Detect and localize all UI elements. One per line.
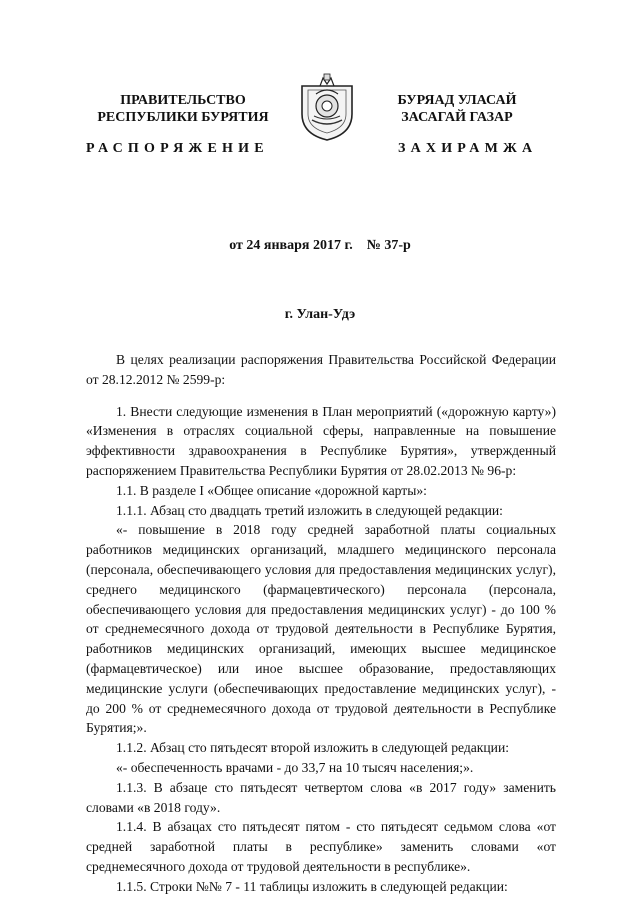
paragraph-item-1-1-3: 1.1.3. В абзаце сто пятьдесят четвертом слова «в 2017 году» заменить словами «в 2018 году». xyxy=(86,779,556,815)
paragraph-item-1-1-2: 1.1.2. Абзац сто пятьдесят второй изложить в следующей редакции: xyxy=(116,740,510,756)
paragraph-preamble: В целях реализации распоряжения Правительства Российской Федерации от 28.12.2012 № 2599-р: xyxy=(86,352,556,387)
paragraph-item-1-1: 1.1. В разделе I «Общее описание «дорожной карты»: xyxy=(116,482,427,498)
issuer-buryat-line-2: ЗАСАГАЙ ГАЗАР xyxy=(401,110,513,125)
document-type-buryat: ЗАХИРАМЖА xyxy=(398,141,538,156)
paragraph-item-1: 1. Внести следующие изменения в План мероприятий («дорожную карту») «Изменения в отраслях социальной сферы, направленные на повышение эффективности здравоохранения в Республике Бурятия», утвержденный распоряжением Правительства Республики Бурятия от 28.02.2013 № 96-р: xyxy=(86,403,556,478)
issuer-line-2: РЕСПУБЛИКИ БУРЯТИЯ xyxy=(97,110,269,125)
document-date-number: от 24 января 2017 г. № 37-р xyxy=(229,238,411,253)
issuer-buryat-line-1: БУРЯАД УЛАСАЙ xyxy=(397,93,517,108)
paragraph-quote-1: «- повышение в 2018 году средней заработной платы социальных работников медицинских организаций, младшего медицинского персонала (персонала, обеспечивающего условия для предоставления медицинских услуг), среднего медицинского (фармацевтического) персонала (персонала, обеспечивающего условия для предоставления медицинских услуг) - до 100 % от среднемесячного дохода от трудовой деятельности в Республике Бурятия, работников медицинских организаций, имеющих высшее медицинское (фармацевтическое) или иное высшее образование, предоставляющих медицинские услуги (обеспечивающих предоставление медицинских услуг), - до 200 % от среднемесячного дохода от трудовой деятельности в Республике Бурятия;». xyxy=(86,522,556,736)
document-body xyxy=(86,350,556,897)
issuer-line-1: ПРАВИТЕЛЬСТВО xyxy=(120,93,246,108)
document-city: г. Улан-Удэ xyxy=(284,307,356,322)
document-type-russian: РАСПОРЯЖЕНИЕ xyxy=(86,141,269,156)
paragraph-item-1-1-1: 1.1.1. Абзац сто двадцать третий изложить в следующей редакции: xyxy=(116,502,503,518)
paragraph-item-1-1-5: 1.1.5. Строки №№ 7 - 11 таблицы изложить в следующей редакции: xyxy=(116,878,508,894)
issuer-block-buryat xyxy=(372,92,542,126)
paragraph-item-1-1-4: 1.1.4. В абзацах сто пятьдесят пятом - сто пятьдесят седьмом слова «от средней заработной платы в республике» заменить словами «от среднемесячного дохода от трудовой деятельности в республике». xyxy=(86,819,556,874)
paragraph-quote-2: «- обеспеченность врачами - до 33,7 на 10 тысяч населения;». xyxy=(116,759,474,775)
coat-of-arms-icon xyxy=(298,72,356,142)
issuer-block-russian xyxy=(88,92,278,126)
